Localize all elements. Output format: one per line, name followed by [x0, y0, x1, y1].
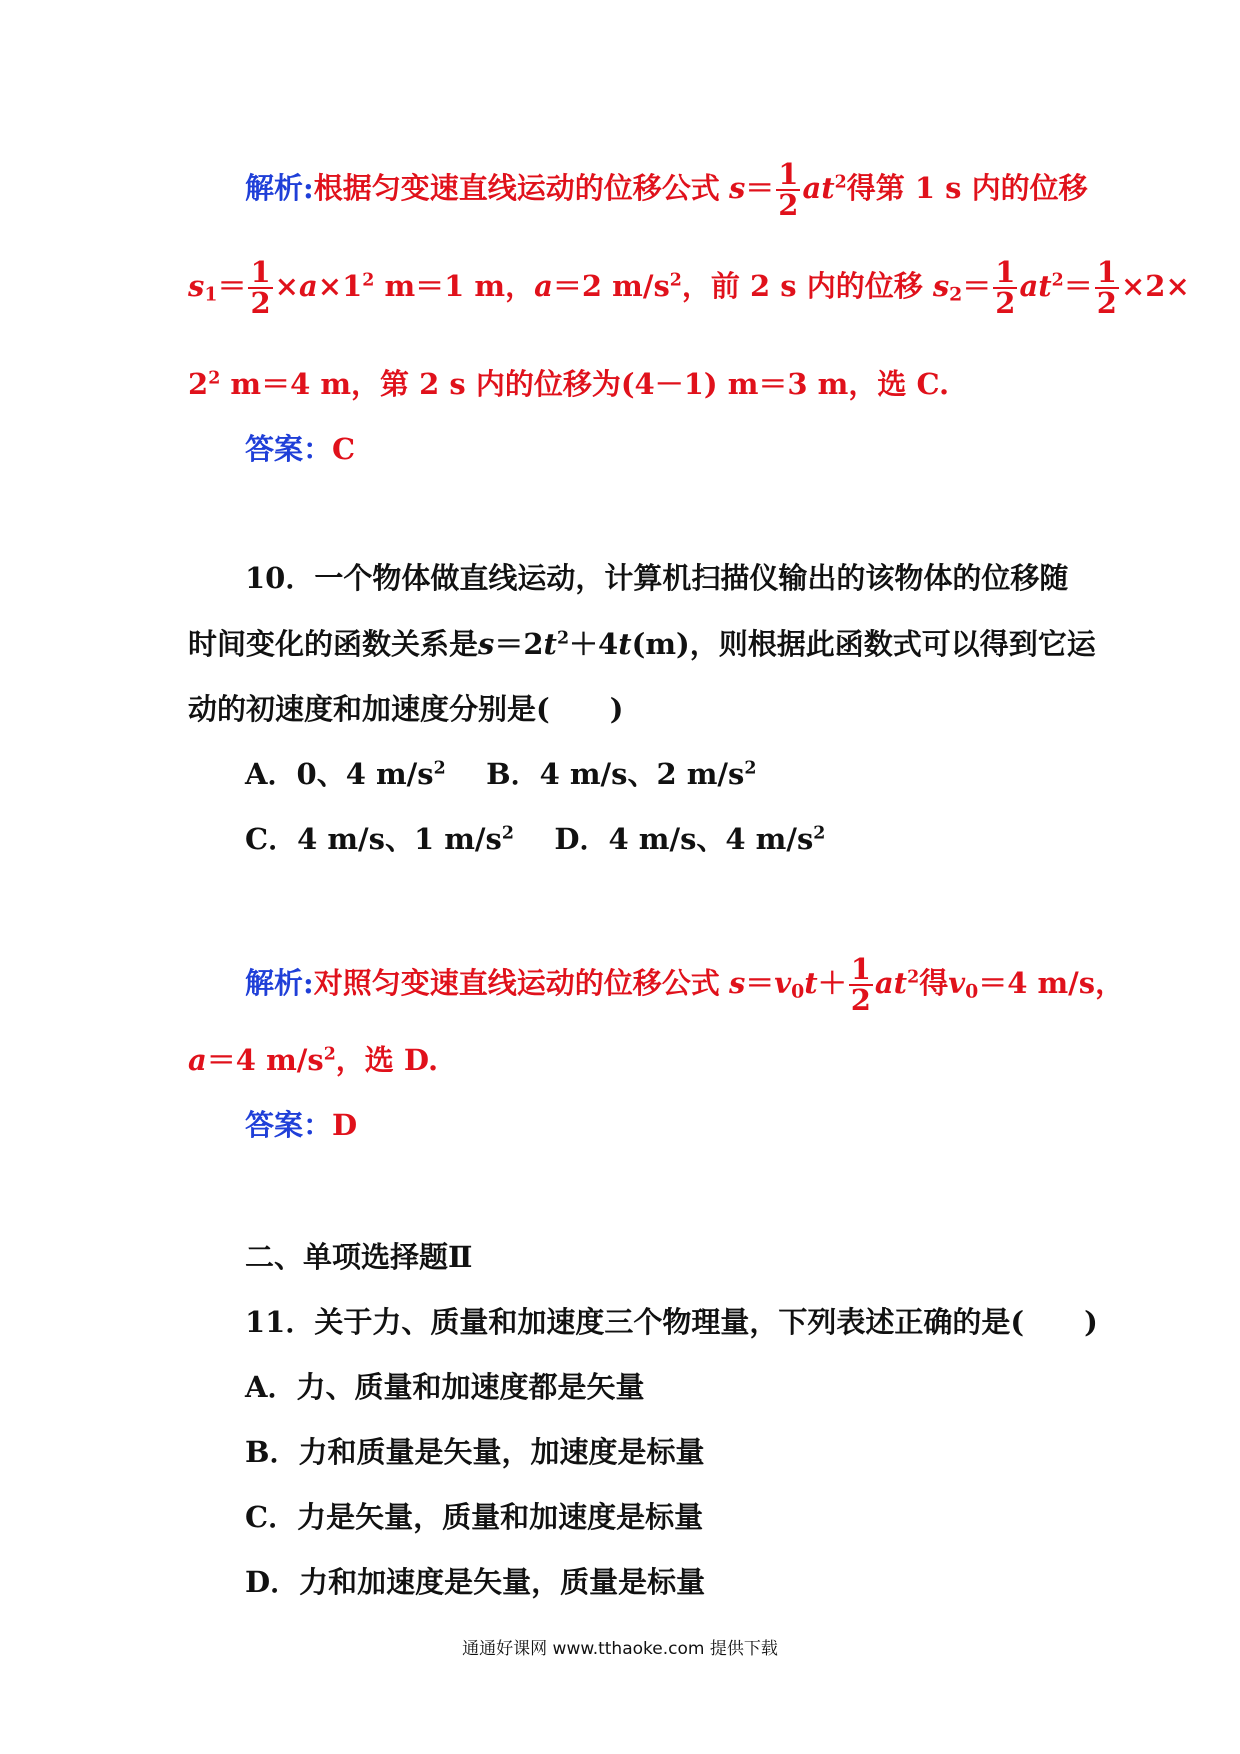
- option-a[interactable]: A．力、质量和加速度都是矢量: [245, 1370, 645, 1404]
- option-c[interactable]: C．4 m/s、1 $m/s^2$: [245, 822, 514, 856]
- page-footer: 通通好课网 www.tthaoke.com 提供下载: [462, 1639, 778, 1659]
- answer-2: 答案：D: [245, 1108, 358, 1142]
- formula-displacement: s＝ $\frac{1}{2}$ $at^2$: [728, 157, 847, 222]
- question-11-stem: 11．关于力、质量和加速度三个物理量，下列表述正确的是( ): [245, 1305, 1098, 1339]
- question-10-options-ab: [245, 752, 756, 793]
- option-c[interactable]: C．力是矢量，质量和加速度是标量: [245, 1500, 704, 1534]
- option-d[interactable]: D．力和加速度是矢量，质量是标量: [245, 1565, 706, 1599]
- solution-1-line-2: $s_1=$ $\frac{1}{2}$ $\times a\times 1^2$ m＝1 m，a＝2 $m/s^2$，前 2 s 内的位移 $s_2=$ $\frac{1}{2}$ $at^2=$ $\frac{1}{2}$ ×2×: [188, 255, 1190, 320]
- formula-displacement-v0: $s=v_0t+$ $\frac{1}{2}$ $at^2$: [728, 952, 920, 1017]
- question-10-stem-line-2: 时间变化的函数关系是$s=2t^2+4t(m)$，则根据此函数式可以得到它运: [188, 627, 1096, 661]
- answer-value: D: [332, 1108, 358, 1142]
- solution-2-line-2: a＝4 $m/s^2$，选 D.: [188, 1043, 439, 1077]
- option-b[interactable]: B．力和质量是矢量，加速度是标量: [245, 1435, 705, 1469]
- solution-label: 解析:: [245, 171, 314, 205]
- question-10-options-cd: [245, 817, 825, 858]
- solution-1-line-3: $2^2$ m＝4 m，第 2 s 内的位移为(4－1) m＝3 m，选 C.: [188, 367, 950, 401]
- section-heading: 二、单项选择题Ⅱ: [245, 1240, 473, 1274]
- option-b[interactable]: B．4 m/s、2 $m/s^2$: [486, 757, 757, 791]
- question-10-stem-line-3: 动的初速度和加速度分别是( ): [188, 692, 624, 726]
- question-10-stem-line-1: 10．一个物体做直线运动，计算机扫描仪输出的该物体的位移随: [245, 561, 1069, 595]
- answer-value: C: [332, 432, 356, 466]
- option-a[interactable]: A．0、4 $m/s^2$: [245, 757, 446, 791]
- option-d[interactable]: D．4 m/s、4 $m/s^2$: [554, 822, 826, 856]
- solution-1-line-1: 解析:根据匀变速直线运动的位移公式 s＝ $\frac{1}{2}$ $at^2$得第 1 s 内的位移: [245, 157, 1088, 222]
- answer-1: 答案：C: [245, 432, 356, 466]
- solution-2-line-1: 解析:对照匀变速直线运动的位移公式 $s=v_0t+$ $\frac{1}{2}$ $at^2$得$v_0=4$ m/s，: [245, 952, 1125, 1017]
